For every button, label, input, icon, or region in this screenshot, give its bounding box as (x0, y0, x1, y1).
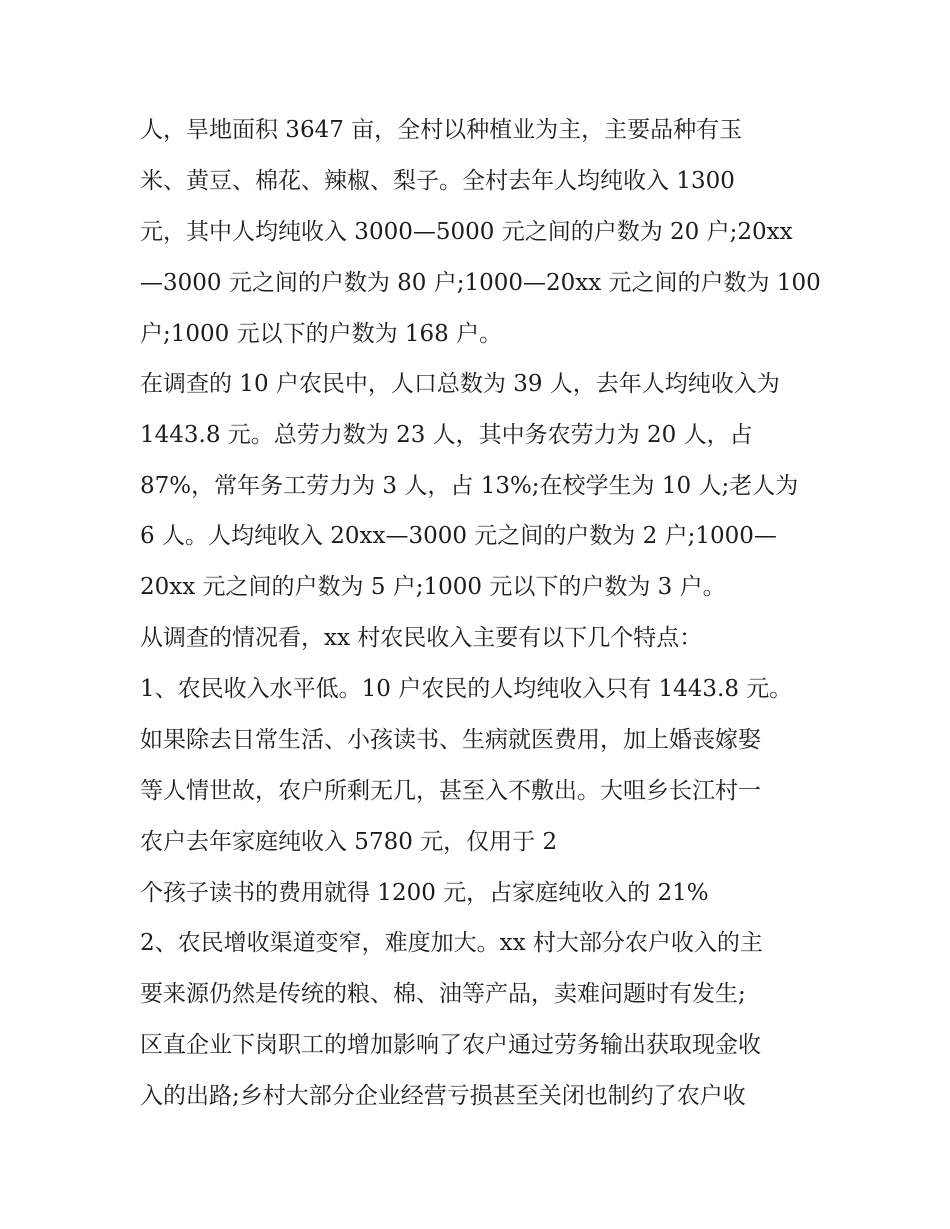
text-line: 87%，常年务工劳力为 3 人，占 13%;在校学生为 10 人;老人为 (140, 473, 799, 499)
text-line: 户;1000 元以下的户数为 168 户。 (140, 321, 503, 347)
text-line: 6 人。人均纯收入 20xx—3000 元之间的户数为 2 户;1000— (140, 523, 777, 549)
text-line: 1、农民收入水平低。10 户农民的人均纯收入只有 1443.8 元。 (140, 676, 793, 702)
text-line: 1443.8 元。总劳力数为 23 人，其中务农劳力为 20 人，占 (140, 422, 753, 448)
text-line: 2、农民增收渠道变窄，难度加大。xx 村大部分农户收入的主 (140, 930, 763, 956)
text-line: 在调查的 10 户农民中，人口总数为 39 人，去年人均纯收入为 (140, 371, 780, 397)
text-line: 个孩子读书的费用就得 1200 元，占家庭纯收入的 21% (140, 880, 709, 906)
text-line: 米、黄豆、棉花、辣椒、梨子。全村去年人均纯收入 1300 (140, 168, 735, 194)
text-line: 入的出路;乡村大部分企业经营亏损甚至关闭也制约了农户收 (140, 1083, 746, 1109)
text-line: 如果除去日常生活、小孩读书、生病就医费用，加上婚丧嫁娶 (140, 727, 761, 753)
text-line: —3000 元之间的户数为 80 户;1000—20xx 元之间的户数为 100 (140, 270, 821, 296)
text-line: 人，旱地面积 3647 亩，全村以种植业为主，主要品种有玉 (140, 117, 743, 143)
text-line: 区直企业下岗职工的增加影响了农户通过劳务输出获取现金收 (140, 1032, 761, 1058)
text-line: 要来源仍然是传统的粮、棉、油等产品，卖难问题时有发生; (140, 981, 746, 1007)
text-line: 等人情世故，农户所剩无几，甚至入不敷出。大咀乡长江村一 (140, 778, 761, 804)
text-line: 从调查的情况看，xx 村农民收入主要有以下几个特点： (140, 625, 703, 651)
text-line: 20xx 元之间的户数为 5 户;1000 元以下的户数为 3 户。 (140, 574, 726, 600)
text-line: 农户去年家庭纯收入 5780 元，仅用于 2 (140, 829, 558, 855)
text-line: 元，其中人均纯收入 3000—5000 元之间的户数为 20 户;20xx (140, 219, 793, 245)
